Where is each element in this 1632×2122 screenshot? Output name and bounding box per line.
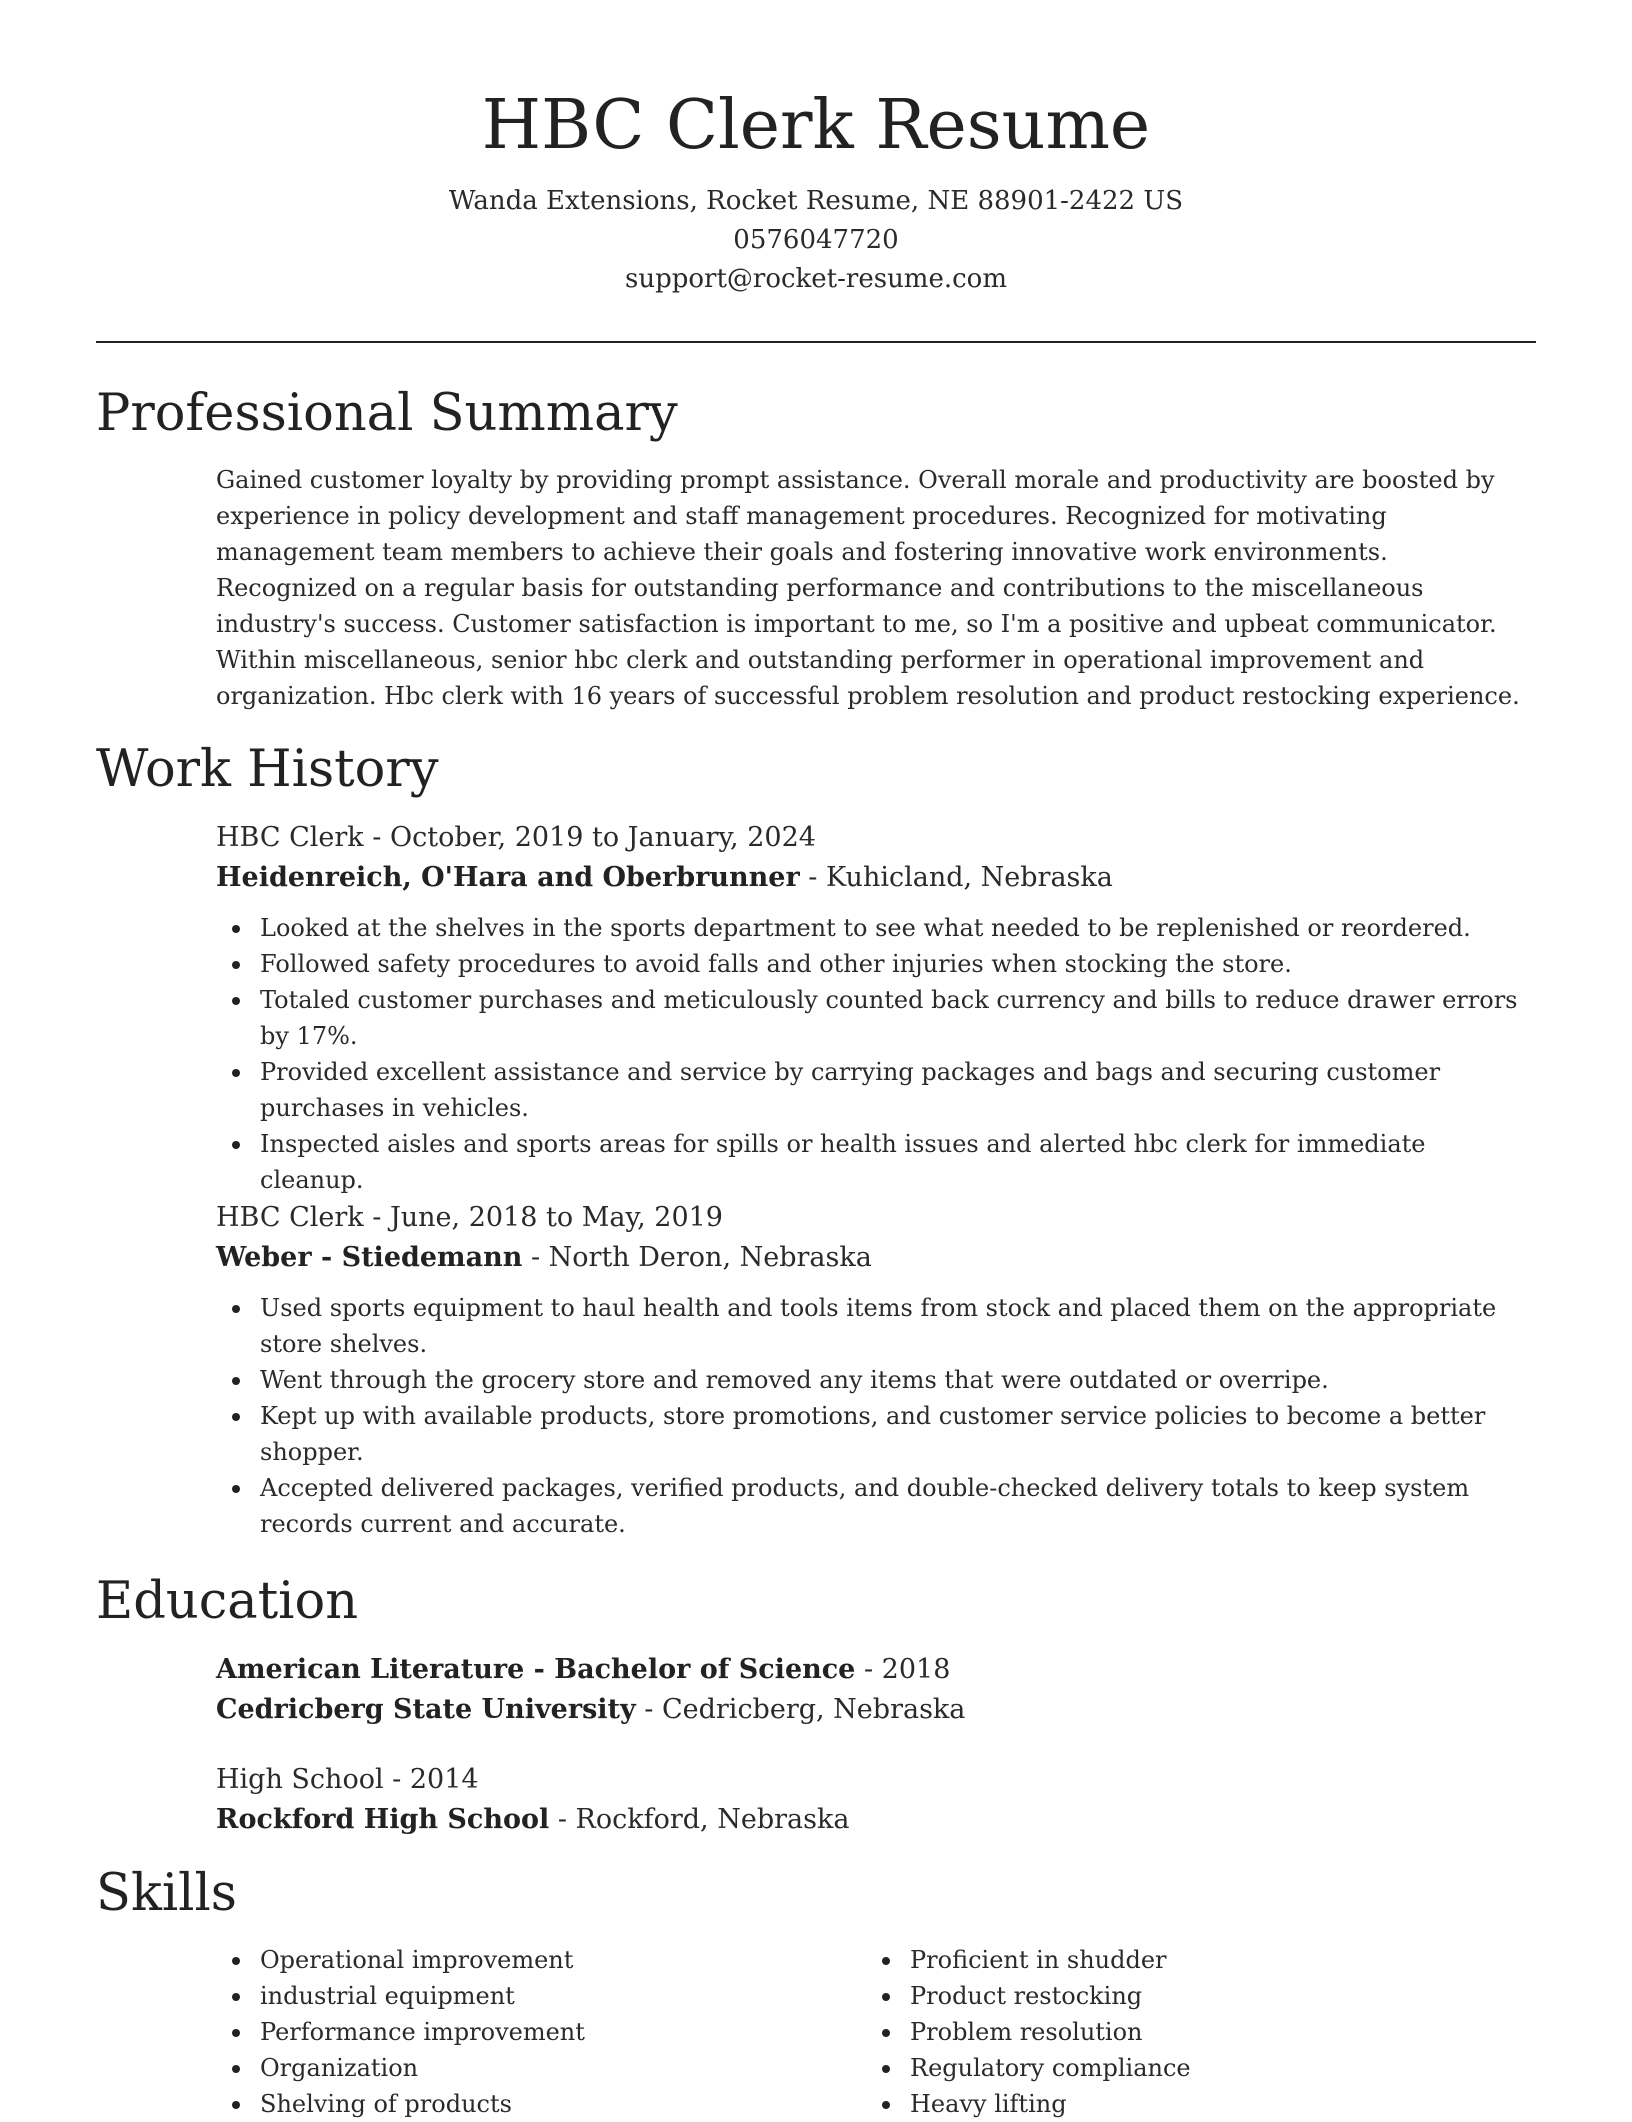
skills-heading: Skills [96, 1864, 237, 1923]
resume-header [0, 76, 1632, 299]
education-year: - 2018 [855, 1654, 951, 1685]
contact-address: Wanda Extensions, Rocket Resume, NE 88901-2422 US [448, 186, 1184, 216]
summary-text: Gained customer loyalty by providing prompt assistance. Overall morale and productivity are boosted by experience in policy development and staff management procedures. Recognized for motivating management team members to achieve their goals and fostering innovative work environments. Recognized on a regular basis for outstanding performance and contributions to the miscellaneous industry's success. Customer satisfaction is important to me, so I'm a positive and upbeat communicator. Within miscellaneous, senior hbc clerk and outstanding performer in operational improvement and organization. Hbc clerk with 16 years of successful problem resolution and product restocking experience. [216, 466, 1520, 710]
summary-heading: Professional Summary [96, 384, 678, 443]
list-item: Performance improvement [216, 2014, 836, 2050]
list-item: Totaled customer purchases and meticulously counted back currency and bills to reduce drawer errors by 17%. [216, 982, 1536, 1054]
contact-email: support@rocket-resume.com [624, 264, 1007, 294]
education-entry [216, 1650, 1536, 1730]
list-item: Shelving of products [216, 2086, 836, 2122]
list-item: Followed safety procedures to avoid falls and other injuries when stocking the store. [216, 946, 1536, 982]
list-item: Looked at the shelves in the sports department to see what needed to be replenished or reordered. [216, 910, 1536, 946]
job-dates: - June, 2018 to May, 2019 [363, 1202, 723, 1233]
job-location: - Kuhicland, Nebraska [799, 862, 1113, 893]
list-item: Used sports equipment to haul health and tools items from stock and placed them on the appropriate store shelves. [216, 1290, 1536, 1362]
list-item: industrial equipment [216, 1978, 836, 2014]
skills-column-right [866, 1942, 1486, 2122]
list-item: Organization [216, 2050, 836, 2086]
skills-list [866, 1942, 1486, 2122]
list-item: Operational improvement [216, 1942, 836, 1978]
job-dates: - October, 2019 to January, 2024 [363, 822, 816, 853]
skills-column-left [216, 1942, 836, 2122]
resume-title: HBC Clerk Resume [481, 86, 1151, 165]
list-item: Provided excellent assistance and service by carrying packages and bags and securing customer purchases in vehicles. [216, 1054, 1536, 1126]
education-school-line [216, 1690, 1536, 1730]
list-item: Problem resolution [866, 2014, 1486, 2050]
job-duties-list [216, 1290, 1536, 1542]
education-degree-line [216, 1760, 1536, 1800]
list-item: Went through the grocery store and removed any items that were outdated or overripe. [216, 1362, 1536, 1398]
contact-phone: 0576047720 [733, 225, 899, 255]
job-entry [216, 1198, 1536, 1542]
skills-list [216, 1942, 836, 2122]
education-school: Rockford High School [216, 1804, 550, 1835]
list-item: Inspected aisles and sports areas for spills or health issues and alerted hbc clerk for immediate cleanup. [216, 1126, 1536, 1198]
work-history-heading: Work History [96, 740, 439, 799]
education-location: - Cedricberg, Nebraska [635, 1694, 966, 1725]
job-employer-line [216, 858, 1536, 898]
education-degree-line [216, 1650, 1536, 1690]
list-item: Product restocking [866, 1978, 1486, 2014]
list-item: Heavy lifting [866, 2086, 1486, 2122]
education-heading: Education [96, 1572, 359, 1631]
job-title: HBC Clerk [216, 1202, 364, 1233]
job-employer: Weber - Stiedemann [216, 1242, 523, 1273]
list-item: Kept up with available products, store promotions, and customer service policies to become a better shopper. [216, 1398, 1536, 1470]
header-divider [96, 341, 1536, 343]
education-entry [216, 1760, 1536, 1840]
job-title-line [216, 818, 1536, 858]
education-school: Cedricberg State University [216, 1694, 636, 1725]
list-item: Proficient in shudder [866, 1942, 1486, 1978]
list-item: Regulatory compliance [866, 2050, 1486, 2086]
list-item: Accepted delivered packages, verified products, and double-checked delivery totals to keep system records current and accurate. [216, 1470, 1536, 1542]
education-school-line [216, 1800, 1536, 1840]
education-degree: American Literature - Bachelor of Science [216, 1654, 856, 1685]
job-title-line [216, 1198, 1536, 1238]
summary-block [216, 462, 1536, 714]
education-location: - Rockford, Nebraska [549, 1804, 850, 1835]
job-employer: Heidenreich, O'Hara and Oberbrunner [216, 862, 800, 893]
education-year: High School - 2014 [216, 1764, 479, 1795]
job-duties-list [216, 910, 1536, 1198]
job-location: - North Deron, Nebraska [522, 1242, 872, 1273]
job-employer-line [216, 1238, 1536, 1278]
job-title: HBC Clerk [216, 822, 364, 853]
job-entry [216, 818, 1536, 1198]
